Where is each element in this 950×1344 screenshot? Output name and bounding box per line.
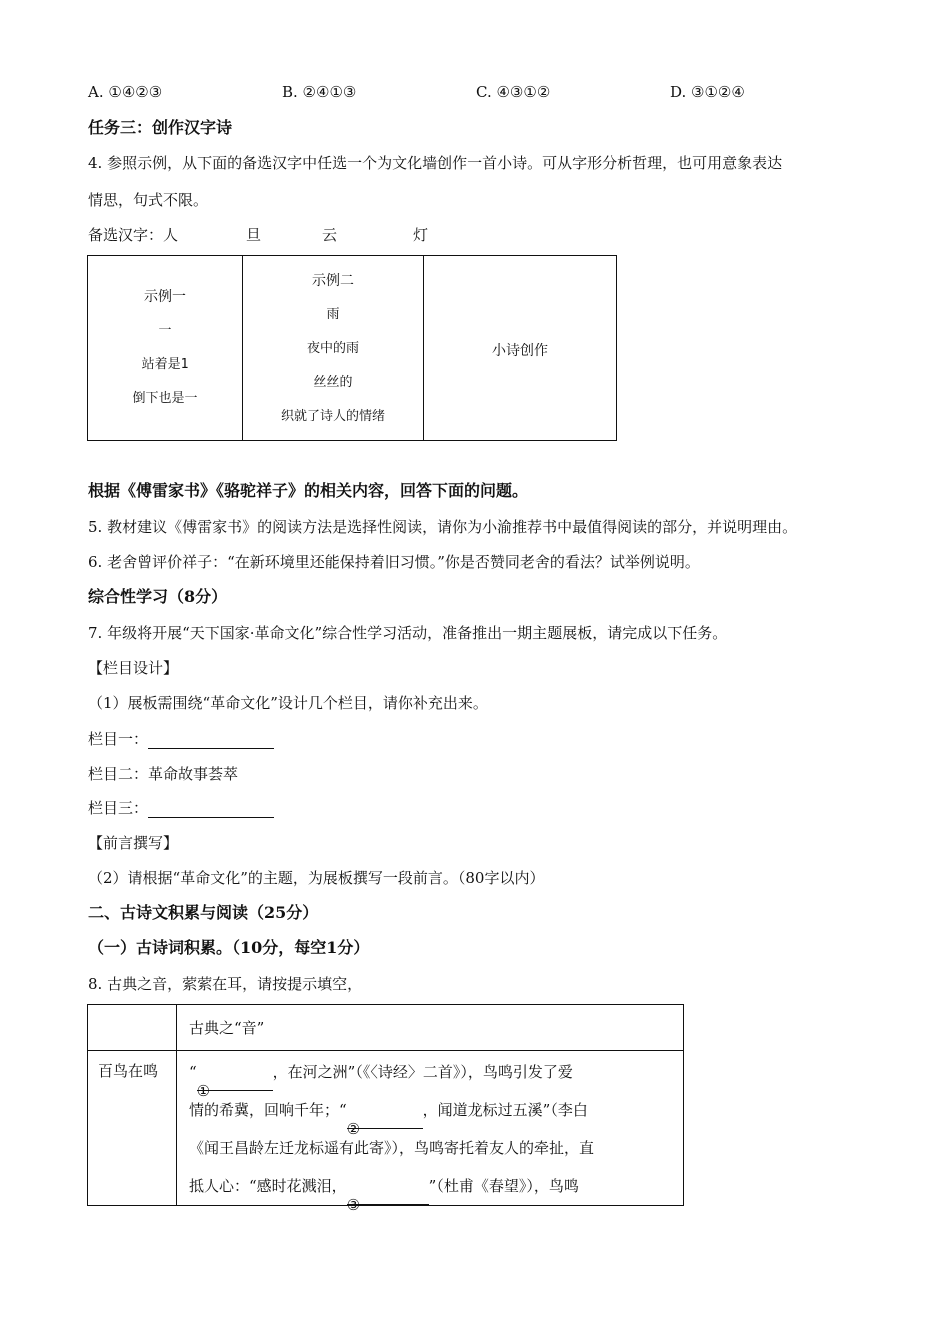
- section-preface: 【前言撰写】: [88, 834, 179, 852]
- table-corner-cell: [88, 1005, 177, 1051]
- blank-3-number: ③: [346, 1196, 361, 1214]
- q4-line2: 情思，句式不限。: [88, 191, 209, 209]
- char-1: 人: [163, 226, 179, 244]
- part2-sub-heading: （一）古诗词积累。（10分，每空1分）: [88, 938, 370, 957]
- q4-line1: 4. 参照示例，从下面的备选汉字中任选一个为文化墙创作一首小诗。可从字形分析哲理，也可用意象表达: [88, 154, 783, 172]
- row-content-birds: [177, 1051, 684, 1214]
- table-header-cell: 古典之“音”: [177, 1005, 684, 1051]
- poem-creation-cell[interactable]: [424, 256, 617, 441]
- example-2-line: 织就了诗人的情绪: [280, 409, 385, 424]
- example-2-line: 丝丝的: [313, 375, 353, 390]
- q8-text: 8. 古典之音，萦萦在耳，请按提示填空，: [88, 975, 363, 993]
- example-1-line: 倒下也是一: [132, 391, 198, 406]
- section-column-design: 【栏目设计】: [88, 659, 179, 677]
- blank-2[interactable]: [346, 1110, 423, 1138]
- sub-question-1: （1）展板需围绕“革命文化”设计几个栏目，请你补充出来。: [88, 694, 488, 712]
- books-heading: 根据《傅雷家书》《骆驼祥子》的相关内容，回答下面的问题。: [88, 481, 529, 500]
- column-3-blank[interactable]: [148, 801, 274, 818]
- example-1-cell: [88, 256, 243, 441]
- blank-2-number: ②: [346, 1120, 361, 1138]
- char-2: 旦: [246, 226, 262, 244]
- task3-title: 任务三：创作汉字诗: [88, 118, 233, 137]
- comprehensive-heading: 综合性学习（8分）: [88, 587, 228, 606]
- column-2: 栏目二：革命故事荟萃: [88, 765, 239, 783]
- option-c: C. ④③①②: [476, 83, 551, 101]
- char-4: 灯: [413, 226, 429, 244]
- candidate-chars: [88, 225, 429, 245]
- content-text: 情的希冀，回响千年；“: [189, 1101, 347, 1119]
- row-label-birds: 百鸟在鸣: [88, 1051, 177, 1206]
- column-1: [88, 729, 274, 749]
- column-3: [88, 798, 274, 818]
- option-a: A. ①④②③: [88, 83, 163, 101]
- content-text: ，在河之洲”（《〈诗经〉二首》），鸟鸣引发了爱: [272, 1063, 573, 1081]
- content-text: 抵人心：“感时花溅泪，: [189, 1177, 347, 1195]
- q5-text: 5. 教材建议《傅雷家书》的阅读方法是选择性阅读，请你为小渝推荐书中最值得阅读的部分，并说明理由。: [88, 518, 798, 536]
- content-text: 《闻王昌龄左迁龙标遥有此寄》），鸟鸣寄托着友人的牵扯，直: [189, 1139, 595, 1157]
- blank-1-number: ①: [196, 1082, 211, 1100]
- example-2-line: 雨: [326, 307, 340, 322]
- example-2-line: 夜中的雨: [306, 341, 359, 356]
- column-1-label: 栏目一：: [88, 730, 149, 748]
- content-text: ”（杜甫《春望》），鸟鸣: [428, 1177, 579, 1195]
- option-b: B. ②④①③: [282, 83, 357, 101]
- blank-1[interactable]: [196, 1072, 273, 1100]
- classical-sound-table: [87, 1004, 684, 1214]
- column-3-label: 栏目三：: [88, 799, 149, 817]
- poem-example-table: [87, 255, 617, 441]
- sub-question-2: （2）请根据“革命文化”的主题，为展板撰写一段前言。（80字以内）: [88, 869, 545, 887]
- chars-label: 备选汉字：: [88, 226, 164, 244]
- blank-3[interactable]: [346, 1186, 429, 1214]
- example-1-line: 站着是1: [141, 357, 189, 372]
- q7-text: 7. 年级将开展“天下国家·革命文化”综合性学习活动，准备推出一期主题展板，请完成以下任务。: [88, 624, 728, 642]
- example-2-title: 示例二: [312, 273, 354, 289]
- char-3: 云: [322, 226, 338, 244]
- part2-heading: 二、古诗文积累与阅读（25分）: [88, 903, 319, 922]
- option-d: D. ③①②④: [670, 83, 745, 101]
- poem-creation-label: 小诗创作: [492, 343, 548, 359]
- example-1-title: 示例一: [144, 289, 186, 305]
- column-1-blank[interactable]: [148, 732, 274, 749]
- q6-text: 6. 老舍曾评价祥子：“在新环境里还能保持着旧习惯。”你是否赞同老舍的看法？试举例说明。: [88, 553, 700, 571]
- content-text: ，闻道龙标过五溪”（李白: [422, 1101, 588, 1119]
- example-2-cell: [243, 256, 424, 441]
- content-text: “: [189, 1063, 197, 1081]
- example-1-line: 一: [158, 323, 172, 338]
